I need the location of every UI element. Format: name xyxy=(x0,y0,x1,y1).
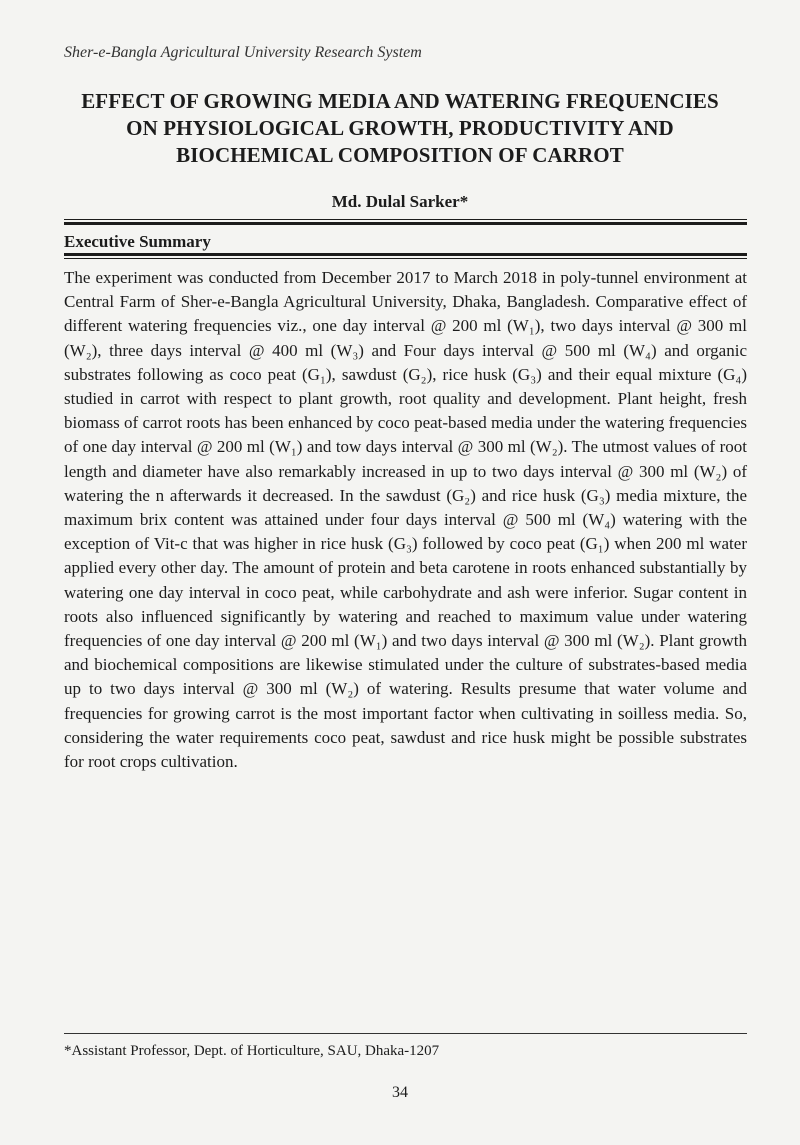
footnote-divider xyxy=(64,1033,747,1034)
divider-thin xyxy=(64,219,747,220)
divider-thick xyxy=(64,253,747,256)
page-number: 34 xyxy=(392,1084,408,1101)
summary-paragraph: The experiment was conducted from December 2017 to March 2018 in poly-tunnel environment at Central Farm of Sher-e-Bangla Agricultural University, Dhaka, Bangladesh. Comparative effect of different watering frequencies viz., one day interval @ 200 ml (W₁), two days interval @ 300 ml (W₂), three days interval @ 400 ml (W₃) and Four days interval @ 500 ml (W₄) and organic substrates following as coco peat (G₁), sawdust (G₂), rice husk (G₃) and their equal mixture (G₄) studied in carrot with respect to plant growth, root quality and development. Plant height, fresh biomass of carrot roots has been enhanced by coco peat-based media under the watering frequencies of one day interval @ 200 ml (W₁) and tow days interval @ 300 ml (W₂). The utmost values of root length and diameter have also remarkably increased in up to two days interval @ 300 ml (W₂) of watering the n afterwards it decreased. In the sawdust (G₂) and rice husk (G₃) media mixture, the maximum brix content was attained under four days interval @ 500 ml (W₄) watering with the exception of Vit-c that was higher in rice husk (G₃) followed by coco peat (G₁) when 200 ml water applied every other day. The amount of protein and beta carotene in roots enhanced substantially by watering one day interval in coco peat, while carbohydrate and ash were inferior. Sugar content in roots also influenced significantly by watering and reached to maximum value under watering frequencies of one day interval @ 200 ml (W₁) and two days interval @ 300 ml (W₂). Plant growth and biochemical compositions are likewise stimulated under the culture of substrates-based media up to two days interval @ 300 ml (W₂) of watering. Results presume that water volume and frequencies for growing carrot is the most important factor when cultivating in soilless media. So, considering the water requirements coco peat, sawdust and rice husk might be possible substrates for root crops cultivation. xyxy=(64,268,747,772)
executive-summary xyxy=(64,266,747,774)
title-line: ON PHYSIOLOGICAL GROWTH, PRODUCTIVITY AND xyxy=(126,116,674,140)
author-name: Md. Dulal Sarker* xyxy=(331,192,469,211)
running-head: Sher-e-Bangla Agricultural University Research System xyxy=(64,44,422,61)
article-title xyxy=(40,88,760,169)
divider-thin xyxy=(64,258,747,259)
author-footnote: *Assistant Professor, Dept. of Horticulture, SAU, Dhaka-1207 xyxy=(64,1043,440,1059)
title-line: BIOCHEMICAL COMPOSITION OF CARROT xyxy=(176,143,624,167)
section-heading: Executive Summary xyxy=(64,232,211,251)
divider-thick xyxy=(64,222,747,225)
title-line: EFFECT OF GROWING MEDIA AND WATERING FREQUENCIES xyxy=(81,89,719,113)
